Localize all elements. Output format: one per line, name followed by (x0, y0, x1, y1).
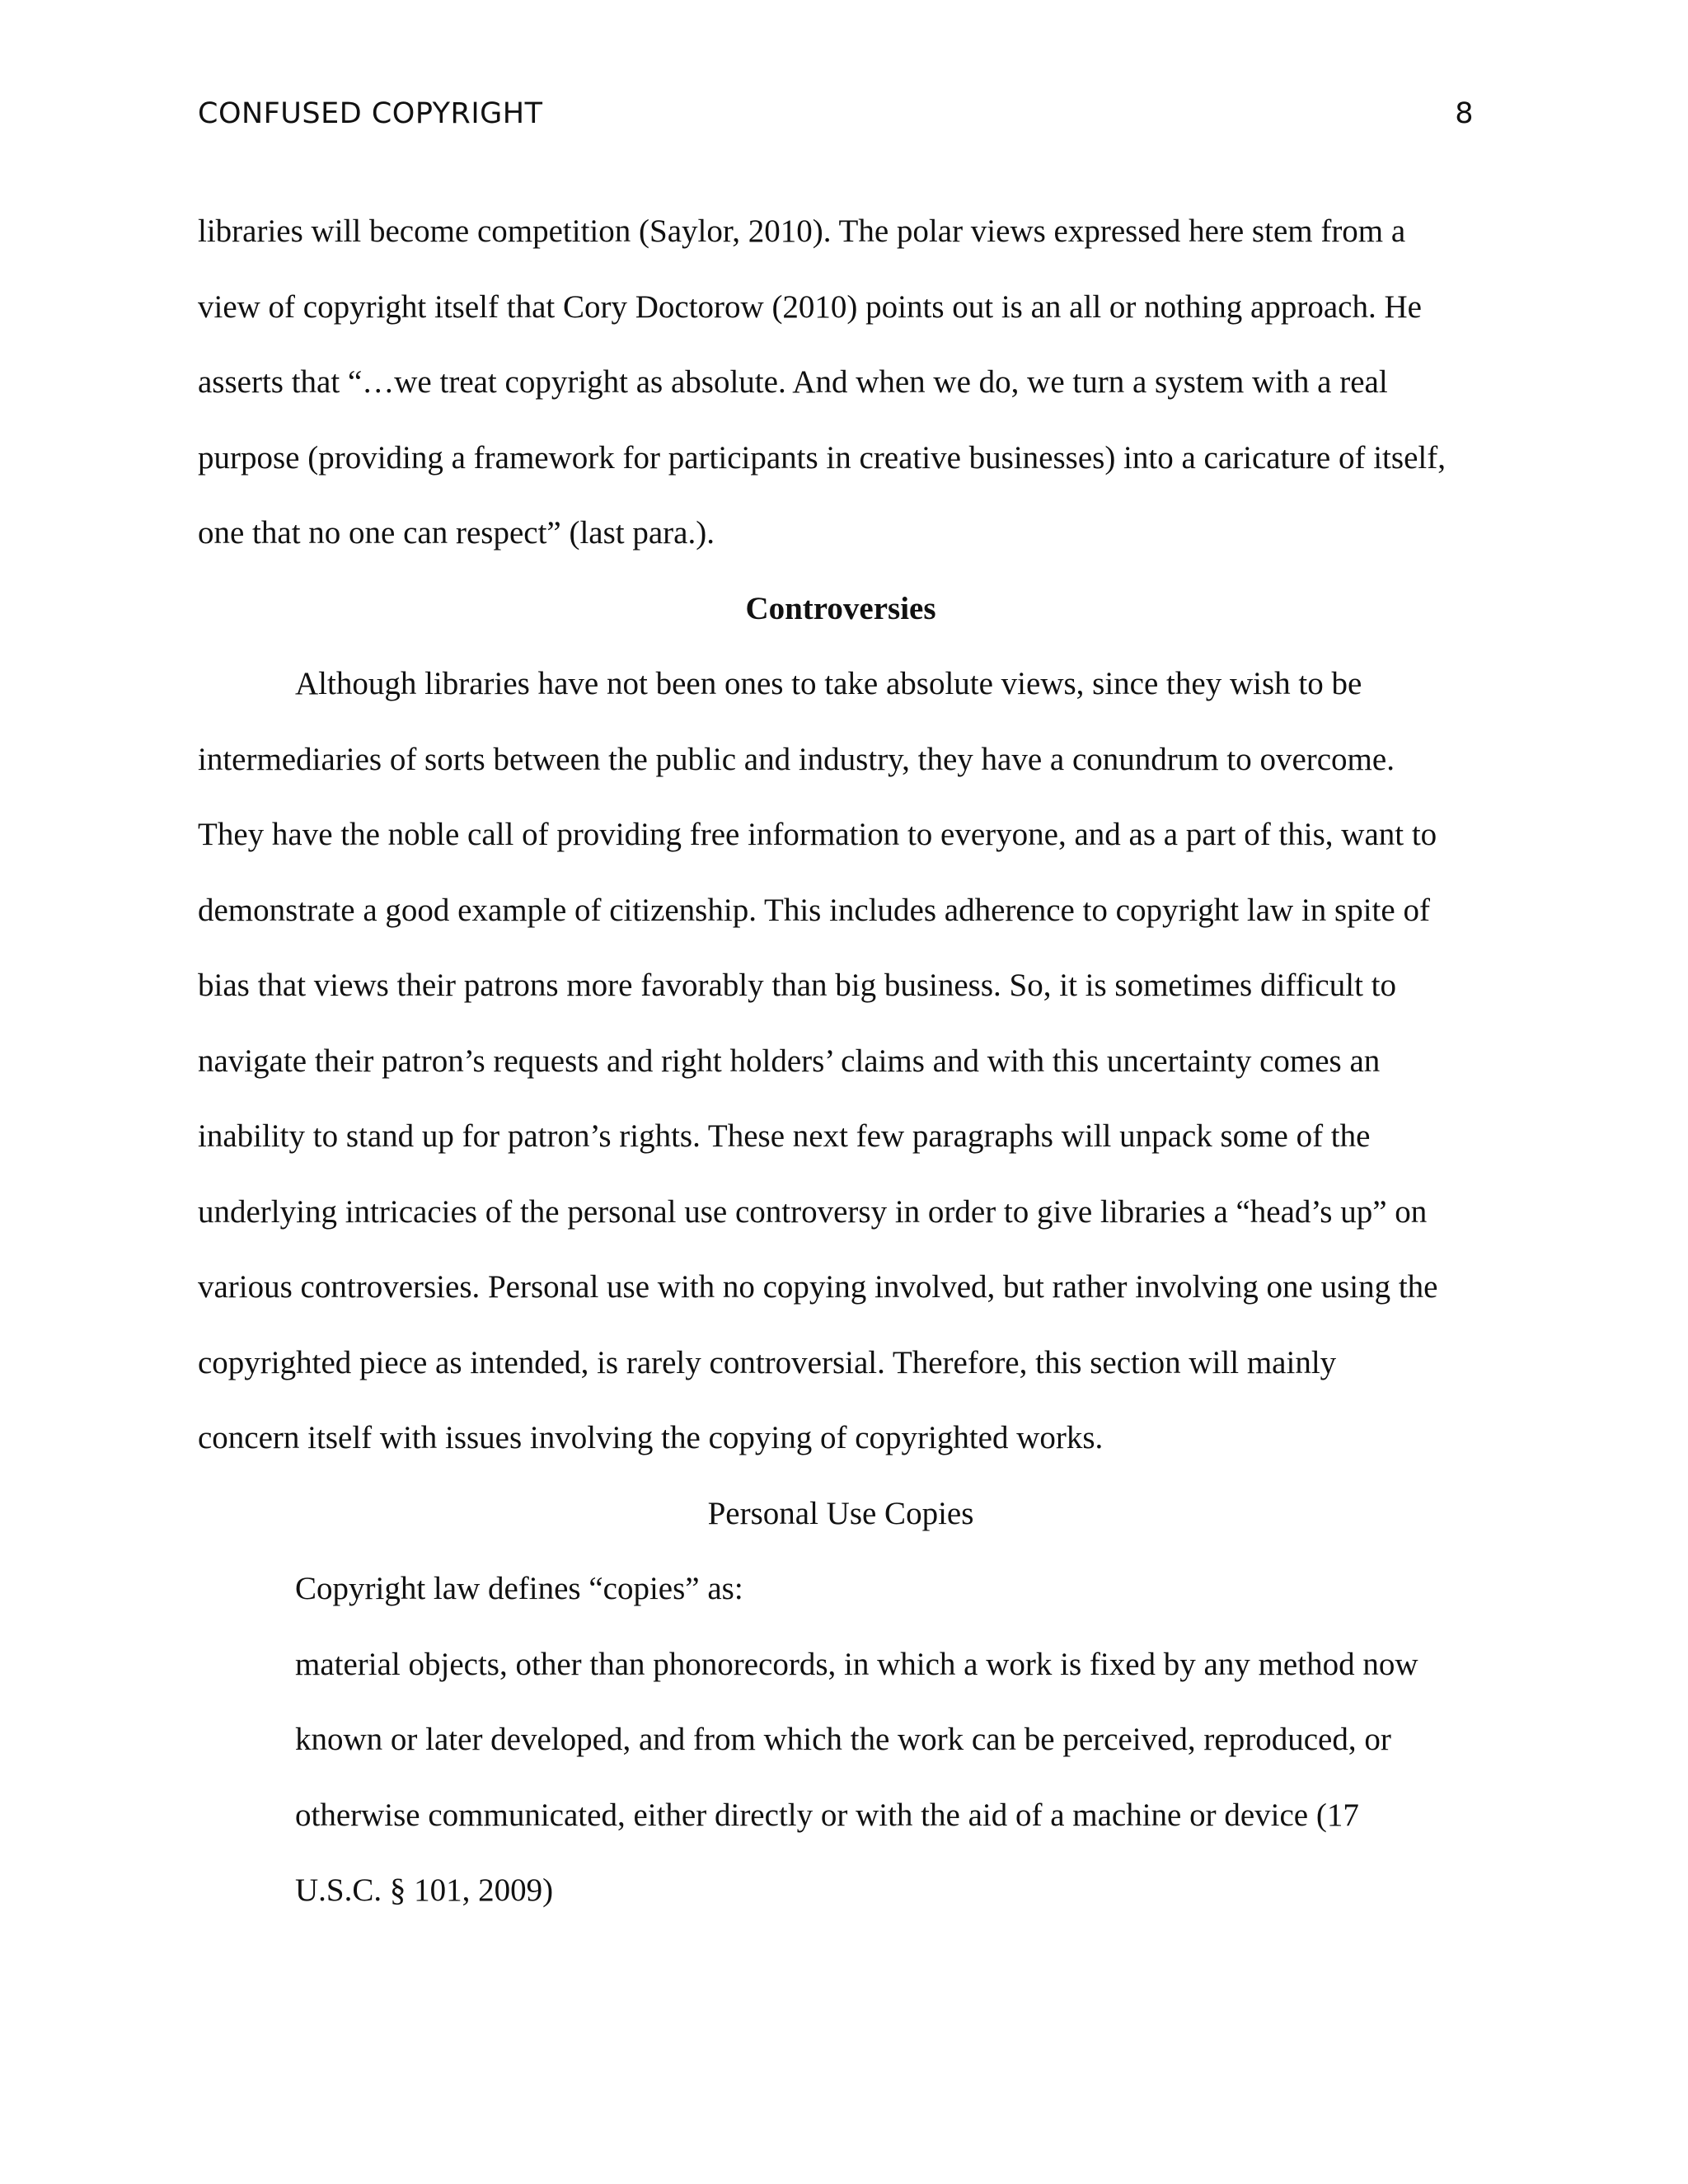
section-heading: Controversies (745, 590, 936, 626)
text-line: bias that views their patrons more favorably than big business. So, it is sometimes difficult to (198, 968, 1396, 1003)
body-text (198, 194, 1484, 1929)
block-quote-line: known or later developed, and from which the work can be perceived, reproduced, or (295, 1722, 1391, 1757)
text-line: libraries will become competition (Saylor, 2010). The polar views expressed here stem from a (198, 213, 1406, 249)
text-line: underlying intricacies of the personal use controversy in order to give libraries a “head’s up” on (198, 1193, 1428, 1230)
page-number: 8 (1455, 97, 1474, 130)
text-line: Copyright law defines “copies” as: (295, 1571, 743, 1606)
text-line: various controversies. Personal use with no copying involved, but rather involving one using the (198, 1269, 1438, 1305)
text-line: one that no one can respect” (last para.). (198, 515, 715, 551)
block-quote-line: U.S.C. § 101, 2009) (295, 1872, 554, 1908)
text-line: inability to stand up for patron’s rights. These next few paragraphs will unpack some of the (198, 1118, 1371, 1154)
running-head (198, 97, 1474, 143)
text-line: asserts that “…we treat copyright as absolute. And when we do, we turn a system with a real (198, 364, 1388, 400)
text-line: They have the noble call of providing free information to everyone, and as a part of this, want to (198, 817, 1437, 852)
text-line: intermediaries of sorts between the public and industry, they have a conundrum to overcome. (198, 741, 1395, 777)
block-quote-line: otherwise communicated, either directly or with the aid of a machine or device (17 (295, 1797, 1359, 1833)
subsection-heading: Personal Use Copies (707, 1495, 974, 1531)
text-line: purpose (providing a framework for participants in creative businesses) into a caricature of itself, (198, 439, 1446, 476)
text-line: concern itself with issues involving the copying of copyrighted works. (198, 1420, 1104, 1455)
text-line: Although libraries have not been ones to take absolute views, since they wish to be (295, 666, 1362, 701)
block-quote-line: material objects, other than phonorecords, in which a work is fixed by any method now (295, 1646, 1418, 1682)
text-line: copyrighted piece as intended, is rarely controversial. Therefore, this section will mainly (198, 1344, 1337, 1380)
text-line: navigate their patron’s requests and right holders’ claims and with this uncertainty comes an (198, 1043, 1381, 1079)
running-title: CONFUSED COPYRIGHT (198, 97, 543, 130)
text-line: demonstrate a good example of citizenship. This includes adherence to copyright law in spite of (198, 892, 1430, 928)
text-line: view of copyright itself that Cory Doctorow (2010) points out is an all or nothing approach. He (198, 288, 1422, 325)
